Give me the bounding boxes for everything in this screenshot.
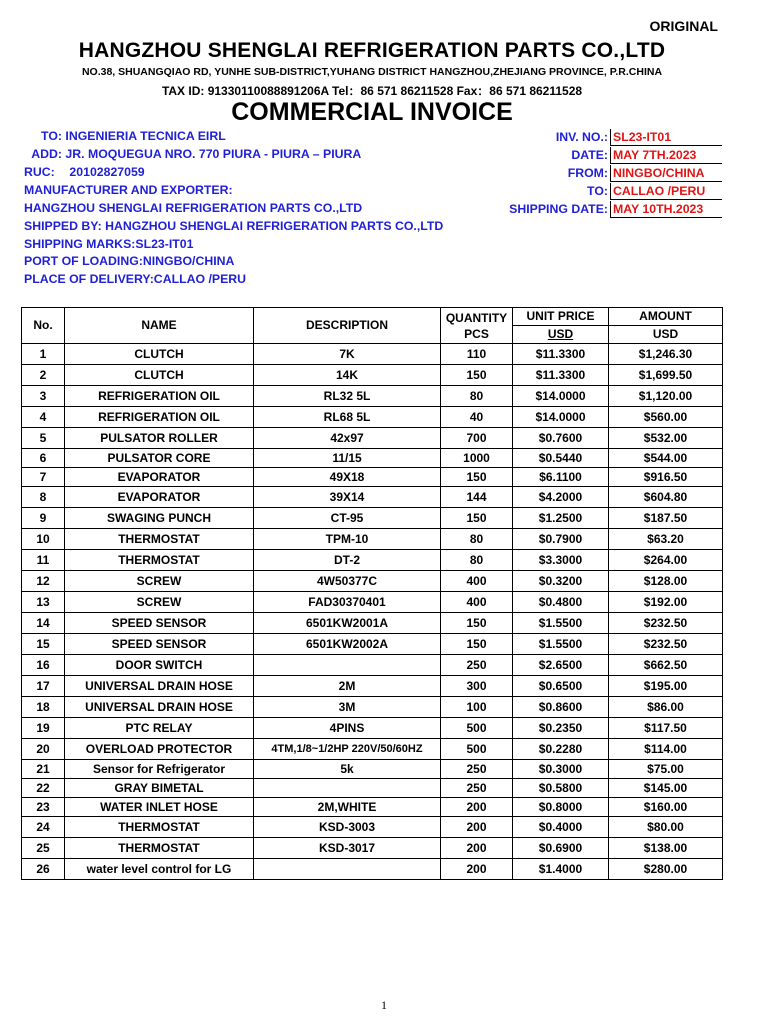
- cell-amount: $192.00: [609, 592, 723, 613]
- cell-unit-price: $0.5800: [513, 779, 609, 798]
- cell-amount: $86.00: [609, 697, 723, 718]
- table-row: [22, 613, 723, 634]
- cell-name: EVAPORATOR: [65, 487, 254, 508]
- cell-quantity: 40: [441, 407, 513, 428]
- cell-no: 19: [22, 718, 65, 739]
- cell-no: 10: [22, 529, 65, 550]
- place-of-delivery: PLACE OF DELIVERY:CALLAO /PERU: [24, 272, 247, 286]
- cell-unit-price: $0.8000: [513, 798, 609, 817]
- col-header-quantity-unit: PCS: [464, 326, 489, 341]
- cell-no: 4: [22, 407, 65, 428]
- cell-amount: $75.00: [609, 760, 723, 779]
- cell-name: THERMOSTAT: [65, 529, 254, 550]
- col-header-description: DESCRIPTION: [254, 308, 441, 344]
- cell-unit-price: $0.3200: [513, 571, 609, 592]
- buyer-ruc-value: 20102827059: [69, 165, 145, 179]
- cell-no: 1: [22, 344, 65, 365]
- col-header-amount-currency: USD: [609, 326, 723, 344]
- cell-unit-price: $1.2500: [513, 508, 609, 529]
- cell-no: 16: [22, 655, 65, 676]
- cell-description: 6501KW2001A: [254, 613, 441, 634]
- cell-quantity: 400: [441, 592, 513, 613]
- cell-unit-price: $3.3000: [513, 550, 609, 571]
- cell-quantity: 150: [441, 634, 513, 655]
- meta-value: MAY 10TH.2023: [610, 201, 722, 218]
- cell-quantity: 144: [441, 487, 513, 508]
- table-row: [22, 859, 723, 880]
- cell-name: THERMOSTAT: [65, 817, 254, 838]
- cell-quantity: 500: [441, 718, 513, 739]
- cell-no: 3: [22, 386, 65, 407]
- cell-name: PULSATOR CORE: [65, 449, 254, 468]
- meta-label: INV. NO.:: [555, 130, 608, 144]
- cell-description: 49X18: [254, 468, 441, 487]
- table-row: [22, 529, 723, 550]
- buyer-address-line: [24, 147, 361, 161]
- cell-description: [254, 779, 441, 798]
- cell-description: 14K: [254, 365, 441, 386]
- meta-label: DATE:: [571, 148, 608, 162]
- buyer-address-label: ADD:: [31, 147, 62, 161]
- cell-unit-price: $1.5500: [513, 634, 609, 655]
- cell-quantity: 200: [441, 817, 513, 838]
- cell-quantity: 250: [441, 779, 513, 798]
- manufacturer-value: HANGZHOU SHENGLAI REFRIGERATION PARTS CO.,LTD: [24, 201, 363, 215]
- meta-from: [500, 165, 722, 182]
- cell-quantity: 150: [441, 365, 513, 386]
- manufacturer-label: MANUFACTURER AND EXPORTER:: [24, 183, 233, 197]
- cell-name: SPEED SENSOR: [65, 634, 254, 655]
- cell-amount: $604.80: [609, 487, 723, 508]
- cell-description: 7K: [254, 344, 441, 365]
- buyer-to-line: [24, 129, 226, 143]
- cell-unit-price: $0.4000: [513, 817, 609, 838]
- cell-unit-price: $1.4000: [513, 859, 609, 880]
- cell-unit-price: $0.4800: [513, 592, 609, 613]
- cell-amount: $145.00: [609, 779, 723, 798]
- cell-name: WATER INLET HOSE: [65, 798, 254, 817]
- cell-description: TPM-10: [254, 529, 441, 550]
- cell-amount: $160.00: [609, 798, 723, 817]
- cell-quantity: 200: [441, 838, 513, 859]
- table-row: [22, 817, 723, 838]
- table-row: [22, 779, 723, 798]
- shipped-by: SHIPPED BY: HANGZHOU SHENGLAI REFRIGERATION PARTS CO.,LTD: [24, 219, 444, 233]
- cell-amount: $232.50: [609, 634, 723, 655]
- cell-description: 3M: [254, 697, 441, 718]
- cell-quantity: 200: [441, 798, 513, 817]
- document-title: COMMERCIAL INVOICE: [231, 98, 513, 126]
- page-number: 1: [381, 998, 387, 1012]
- company-name: HANGZHOU SHENGLAI REFRIGERATION PARTS CO.,LTD: [78, 39, 666, 62]
- cell-description: FAD30370401: [254, 592, 441, 613]
- cell-quantity: 150: [441, 613, 513, 634]
- buyer-to-value: INGENIERIA TECNICA EIRL: [65, 129, 226, 143]
- col-header-no: No.: [22, 308, 65, 344]
- cell-description: KSD-3017: [254, 838, 441, 859]
- table-row: [22, 386, 723, 407]
- table-row: [22, 655, 723, 676]
- cell-description: 4PINS: [254, 718, 441, 739]
- table-row: [22, 550, 723, 571]
- table-row: [22, 697, 723, 718]
- table-row: [22, 508, 723, 529]
- cell-amount: $138.00: [609, 838, 723, 859]
- cell-quantity: 500: [441, 739, 513, 760]
- table-row: [22, 798, 723, 817]
- unit-price-currency: USD: [547, 327, 574, 341]
- cell-amount: $63.20: [609, 529, 723, 550]
- cell-no: 23: [22, 798, 65, 817]
- invoice-items-table: [21, 307, 723, 880]
- cell-no: 21: [22, 760, 65, 779]
- meta-date: [500, 147, 722, 164]
- original-mark: ORIGINAL: [649, 18, 718, 34]
- col-header-name: NAME: [65, 308, 254, 344]
- cell-amount: $232.50: [609, 613, 723, 634]
- cell-no: 11: [22, 550, 65, 571]
- cell-name: SWAGING PUNCH: [65, 508, 254, 529]
- meta-label: FROM:: [567, 166, 608, 180]
- cell-description: 39X14: [254, 487, 441, 508]
- table-row: [22, 838, 723, 859]
- cell-description: 2M,WHITE: [254, 798, 441, 817]
- table-row: [22, 365, 723, 386]
- cell-name: DOOR SWITCH: [65, 655, 254, 676]
- buyer-address-value: JR. MOQUEGUA NRO. 770 PIURA - PIURA – PIURA: [65, 147, 362, 161]
- cell-no: 8: [22, 487, 65, 508]
- cell-quantity: 700: [441, 428, 513, 449]
- cell-no: 7: [22, 468, 65, 487]
- cell-no: 24: [22, 817, 65, 838]
- cell-name: GRAY BIMETAL: [65, 779, 254, 798]
- cell-amount: $560.00: [609, 407, 723, 428]
- buyer-ruc-label: RUC:: [24, 165, 55, 179]
- cell-unit-price: $11.3300: [513, 344, 609, 365]
- cell-name: THERMOSTAT: [65, 550, 254, 571]
- cell-amount: $916.50: [609, 468, 723, 487]
- cell-unit-price: $0.7900: [513, 529, 609, 550]
- table-row: [22, 718, 723, 739]
- cell-no: 20: [22, 739, 65, 760]
- cell-name: SPEED SENSOR: [65, 613, 254, 634]
- cell-amount: $1,699.50: [609, 365, 723, 386]
- col-header-amount: AMOUNT: [609, 308, 723, 326]
- cell-no: 26: [22, 859, 65, 880]
- cell-description: 2M: [254, 676, 441, 697]
- meta-value: CALLAO /PERU: [610, 183, 722, 200]
- port-of-loading: PORT OF LOADING:NINGBO/CHINA: [24, 254, 235, 268]
- cell-no: 2: [22, 365, 65, 386]
- meta-invoice-number: [500, 129, 722, 146]
- cell-amount: $114.00: [609, 739, 723, 760]
- cell-name: REFRIGERATION OIL: [65, 407, 254, 428]
- cell-description: CT-95: [254, 508, 441, 529]
- cell-unit-price: $1.5500: [513, 613, 609, 634]
- cell-quantity: 300: [441, 676, 513, 697]
- cell-name: PTC RELAY: [65, 718, 254, 739]
- cell-no: 12: [22, 571, 65, 592]
- table-row: [22, 407, 723, 428]
- cell-name: PULSATOR ROLLER: [65, 428, 254, 449]
- cell-unit-price: $0.5440: [513, 449, 609, 468]
- cell-amount: $544.00: [609, 449, 723, 468]
- cell-description: 6501KW2002A: [254, 634, 441, 655]
- cell-no: 15: [22, 634, 65, 655]
- cell-quantity: 200: [441, 859, 513, 880]
- cell-amount: $1,246.30: [609, 344, 723, 365]
- cell-no: 18: [22, 697, 65, 718]
- cell-description: [254, 655, 441, 676]
- cell-name: SCREW: [65, 571, 254, 592]
- table-row: [22, 428, 723, 449]
- cell-name: UNIVERSAL DRAIN HOSE: [65, 676, 254, 697]
- table-row: [22, 592, 723, 613]
- cell-quantity: 80: [441, 529, 513, 550]
- meta-label: SHIPPING DATE:: [509, 202, 608, 216]
- cell-description: RL68 5L: [254, 407, 441, 428]
- cell-name: REFRIGERATION OIL: [65, 386, 254, 407]
- col-header-quantity: [441, 308, 513, 344]
- cell-no: 25: [22, 838, 65, 859]
- cell-name: SCREW: [65, 592, 254, 613]
- col-header-unit-price-currency: [513, 326, 609, 344]
- cell-name: CLUTCH: [65, 365, 254, 386]
- cell-name: OVERLOAD PROTECTOR: [65, 739, 254, 760]
- cell-unit-price: $2.6500: [513, 655, 609, 676]
- cell-name: water level control for LG: [65, 859, 254, 880]
- cell-unit-price: $14.0000: [513, 407, 609, 428]
- cell-no: 13: [22, 592, 65, 613]
- table-row: [22, 634, 723, 655]
- cell-name: UNIVERSAL DRAIN HOSE: [65, 697, 254, 718]
- cell-description: 5k: [254, 760, 441, 779]
- cell-unit-price: $0.7600: [513, 428, 609, 449]
- cell-description: 11/15: [254, 449, 441, 468]
- cell-unit-price: $0.3000: [513, 760, 609, 779]
- col-header-quantity-label: QUANTITY: [445, 310, 508, 325]
- cell-amount: $80.00: [609, 817, 723, 838]
- meta-label: TO:: [587, 184, 608, 198]
- cell-description: KSD-3003: [254, 817, 441, 838]
- shipping-marks: SHIPPING MARKS:SL23-IT01: [24, 237, 194, 251]
- cell-unit-price: $6.1100: [513, 468, 609, 487]
- cell-description: 4W50377C: [254, 571, 441, 592]
- cell-no: 5: [22, 428, 65, 449]
- cell-amount: $128.00: [609, 571, 723, 592]
- cell-name: THERMOSTAT: [65, 838, 254, 859]
- cell-description: DT-2: [254, 550, 441, 571]
- cell-quantity: 150: [441, 468, 513, 487]
- tax-contact-line: TAX ID: 91330110088891206A Tel：86 571 86211528 Fax：86 571 86211528: [161, 84, 583, 98]
- buyer-ruc-line: [24, 165, 145, 179]
- cell-amount: $532.00: [609, 428, 723, 449]
- meta-value: NINGBO/CHINA: [610, 165, 722, 182]
- cell-quantity: 250: [441, 655, 513, 676]
- cell-quantity: 400: [441, 571, 513, 592]
- cell-name: Sensor for Refrigerator: [65, 760, 254, 779]
- table-row: [22, 468, 723, 487]
- table-row: [22, 344, 723, 365]
- cell-unit-price: $0.8600: [513, 697, 609, 718]
- cell-unit-price: $14.0000: [513, 386, 609, 407]
- cell-amount: $195.00: [609, 676, 723, 697]
- table-row: [22, 449, 723, 468]
- cell-amount: $187.50: [609, 508, 723, 529]
- cell-amount: $264.00: [609, 550, 723, 571]
- cell-quantity: 80: [441, 386, 513, 407]
- cell-quantity: 110: [441, 344, 513, 365]
- cell-quantity: 150: [441, 508, 513, 529]
- cell-unit-price: $11.3300: [513, 365, 609, 386]
- cell-unit-price: $4.2000: [513, 487, 609, 508]
- meta-value: MAY 7TH.2023: [610, 147, 722, 164]
- cell-amount: $662.50: [609, 655, 723, 676]
- cell-amount: $1,120.00: [609, 386, 723, 407]
- cell-no: 14: [22, 613, 65, 634]
- cell-unit-price: $0.2280: [513, 739, 609, 760]
- cell-quantity: 80: [441, 550, 513, 571]
- cell-name: EVAPORATOR: [65, 468, 254, 487]
- cell-no: 9: [22, 508, 65, 529]
- cell-description: 4TM,1/8~1/2HP 220V/50/60HZ: [254, 739, 441, 760]
- cell-quantity: 250: [441, 760, 513, 779]
- cell-description: 42x97: [254, 428, 441, 449]
- table-row: [22, 739, 723, 760]
- meta-value: SL23-IT01: [610, 129, 722, 146]
- table-row: [22, 676, 723, 697]
- cell-description: RL32 5L: [254, 386, 441, 407]
- cell-no: 6: [22, 449, 65, 468]
- cell-no: 17: [22, 676, 65, 697]
- meta-to: [500, 183, 722, 200]
- cell-quantity: 1000: [441, 449, 513, 468]
- cell-unit-price: $0.6500: [513, 676, 609, 697]
- cell-name: CLUTCH: [65, 344, 254, 365]
- cell-amount: $117.50: [609, 718, 723, 739]
- invoice-items-body: [22, 344, 723, 880]
- table-row: [22, 760, 723, 779]
- cell-unit-price: $0.2350: [513, 718, 609, 739]
- table-row: [22, 571, 723, 592]
- cell-no: 22: [22, 779, 65, 798]
- cell-unit-price: $0.6900: [513, 838, 609, 859]
- company-address: NO.38, SHUANGQIAO RD, YUNHE SUB-DISTRICT,YUHANG DISTRICT HANGZHOU,ZHEJIANG PROVINCE, P.R.CHINA: [81, 66, 663, 78]
- col-header-unit-price: UNIT PRICE: [513, 308, 609, 326]
- cell-quantity: 100: [441, 697, 513, 718]
- cell-description: [254, 859, 441, 880]
- buyer-to-label: TO:: [41, 129, 62, 143]
- table-row: [22, 487, 723, 508]
- meta-shipping-date: [500, 201, 722, 218]
- cell-amount: $280.00: [609, 859, 723, 880]
